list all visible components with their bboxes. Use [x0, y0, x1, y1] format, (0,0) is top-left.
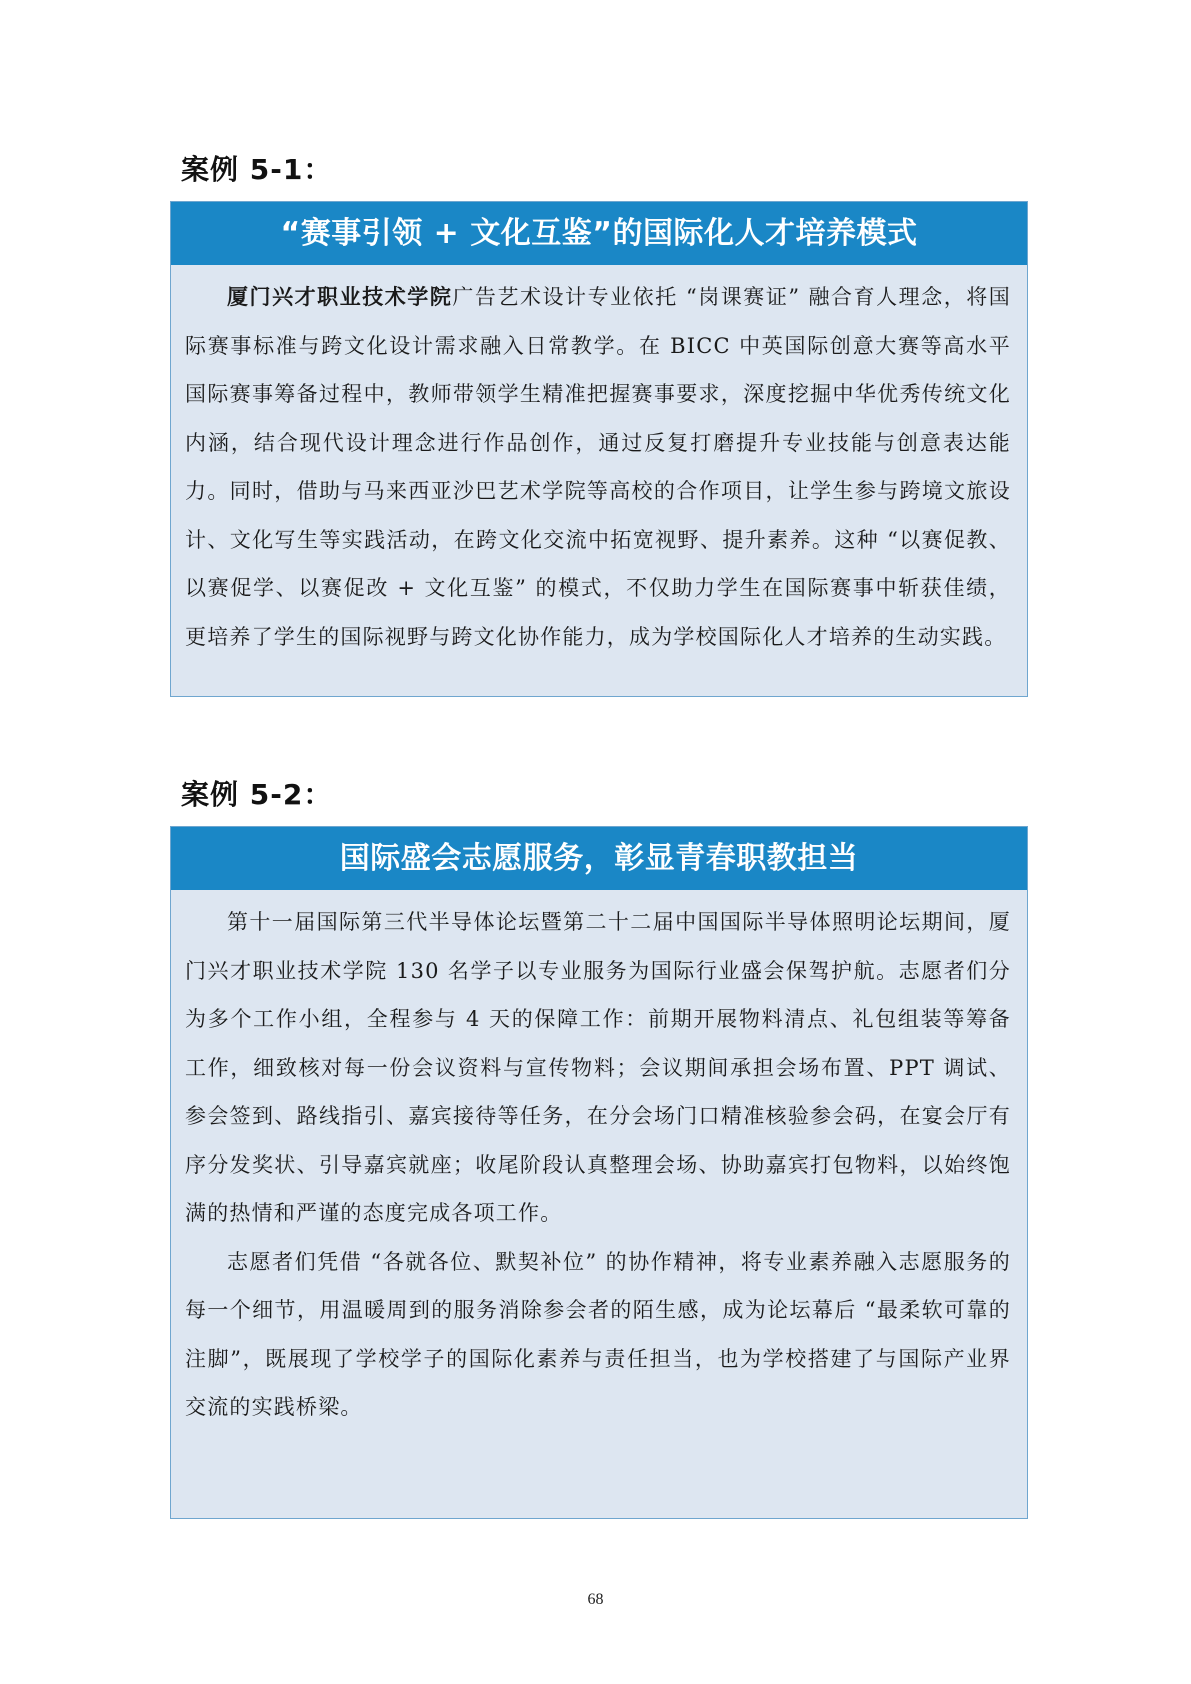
case-5-1-lead: 厦门兴才职业技术学院 [227, 285, 453, 309]
case-5-1-text: 广告艺术设计专业依托 “岗课赛证” 融合育人理念，将国际赛事标准与跨文化设计需求融入日常教学。在 BICC 中英国际创意大赛等高水平国际赛事筹备过程中，教师带领学生精准把握赛事要求，深度挖掘中华优秀传统文化内涵，结合现代设计理念进行作品创作，通过反复打磨提升专业技能与创意表达能力。同时，借助与马来西亚沙巴艺术学院等高校的合作项目，让学生参与跨境文旅设计、文化写生等实践活动，在跨文化交流中拓宽视野、提升素养。这种 “以赛促教、以赛促学、以赛促改 + 文化互鉴” 的模式，不仅助力学生在国际赛事中斩获佳绩，更培养了学生的国际视野与跨文化协作能力，成为学校国际化人才培养的生动实践。 [185, 285, 1011, 649]
case-5-2-paragraph-2: 志愿者们凭借 “各就各位、默契补位” 的协作精神，将专业素养融入志愿服务的每一个细节，用温暖周到的服务消除参会者的陌生感，成为论坛幕后 “最柔软可靠的注脚”，既展现了学校学子的国际化素养与责任担当，也为学校搭建了与国际产业界交流的实践桥梁。 [185, 1249, 1011, 1419]
case-5-2-paragraph-1: 第十一届国际第三代半导体论坛暨第二十二届中国国际半导体照明论坛期间，厦门兴才职业技术学院 130 名学子以专业服务为国际行业盛会保驾护航。志愿者们分为多个工作小组，全程参与 4 天的保障工作：前期开展物料清点、礼包组装等筹备工作，细致核对每一份会议资料与宣传物料；会议期间承担会场布置、PPT 调试、参会签到、路线指引、嘉宾接待等任务，在分会场门口精准核验参会码，在宴会厅有序分发奖状、引导嘉宾就座；收尾阶段认真整理会场、协助嘉宾打包物料，以始终饱满的热情和严谨的态度完成各项工作。 [185, 910, 1011, 1225]
page-number: 68 [587, 1591, 604, 1608]
case-5-1-body [171, 265, 1027, 661]
case-5-2-box [170, 826, 1028, 1519]
case-5-2-title: 国际盛会志愿服务，彰显青春职教担当 [171, 827, 1027, 890]
case-5-1-paragraph [185, 273, 1011, 661]
case-5-2-label: 案例 5-2： [181, 778, 333, 811]
case-5-1-label: 案例 5-1： [181, 153, 333, 186]
case-5-1-title: “赛事引领 + 文化互鉴”的国际化人才培养模式 [171, 202, 1027, 265]
case-5-1-box [170, 201, 1028, 697]
case-5-2-body [171, 890, 1027, 1432]
